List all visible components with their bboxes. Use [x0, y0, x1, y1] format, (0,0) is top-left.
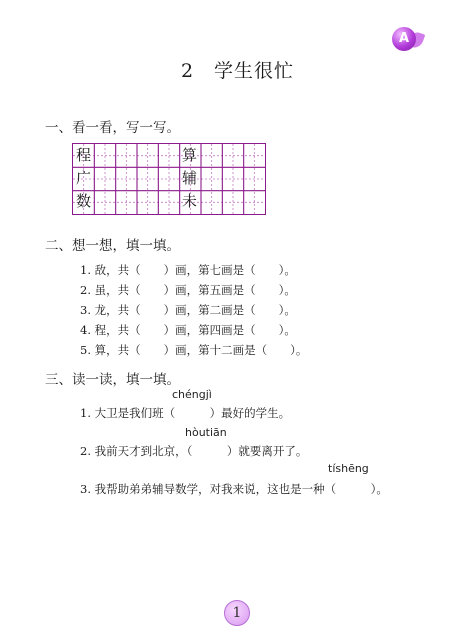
- grid-char: 广: [75, 169, 91, 187]
- pinyin-hint: hòutiān: [185, 426, 227, 439]
- stroke-question: 3. 龙，共（ ）画，第二画是（ ）。: [80, 303, 296, 317]
- fill-sentence: 1. 大卫是我们班（ ）最好的学生。: [80, 406, 291, 420]
- level-badge: [392, 27, 428, 53]
- grid-char: 程: [75, 146, 91, 164]
- grid-char: 数: [75, 192, 91, 210]
- stroke-question: 2. 虽，共（ ）画，第五画是（ ）。: [80, 283, 296, 297]
- stroke-question: 4. 程，共（ ）画，第四画是（ ）。: [80, 323, 296, 337]
- fill-sentence: 3. 我帮助弟弟辅导数学，对我来说，这也是一种（ ）。: [80, 482, 388, 496]
- lesson-title: 2 学生很忙: [180, 60, 295, 82]
- writing-grid: [72, 143, 266, 215]
- stroke-question: 1. 敌，共（ ）画，第七画是（ ）。: [80, 263, 296, 277]
- section-3-heading: 三、读一读，填一填。: [45, 372, 180, 388]
- grid-char: 算: [181, 146, 197, 164]
- grid-char: 未: [181, 192, 197, 210]
- section-2-heading: 二、想一想，填一填。: [45, 238, 180, 254]
- fill-sentence: 2. 我前天才到北京，（ ）就要离开了。: [80, 444, 308, 458]
- grid-char: 辅: [181, 169, 197, 187]
- level-badge-letter: A: [392, 27, 416, 51]
- writing-grid-lines: [73, 144, 265, 214]
- pinyin-hint: tíshēng: [328, 462, 369, 475]
- stroke-question: 5. 算，共（ ）画，第十二画是（ ）。: [80, 343, 308, 357]
- section-1-heading: 一、看一看，写一写。: [45, 120, 180, 136]
- pinyin-hint: chéngjì: [172, 388, 212, 401]
- page-number: 1: [224, 600, 250, 626]
